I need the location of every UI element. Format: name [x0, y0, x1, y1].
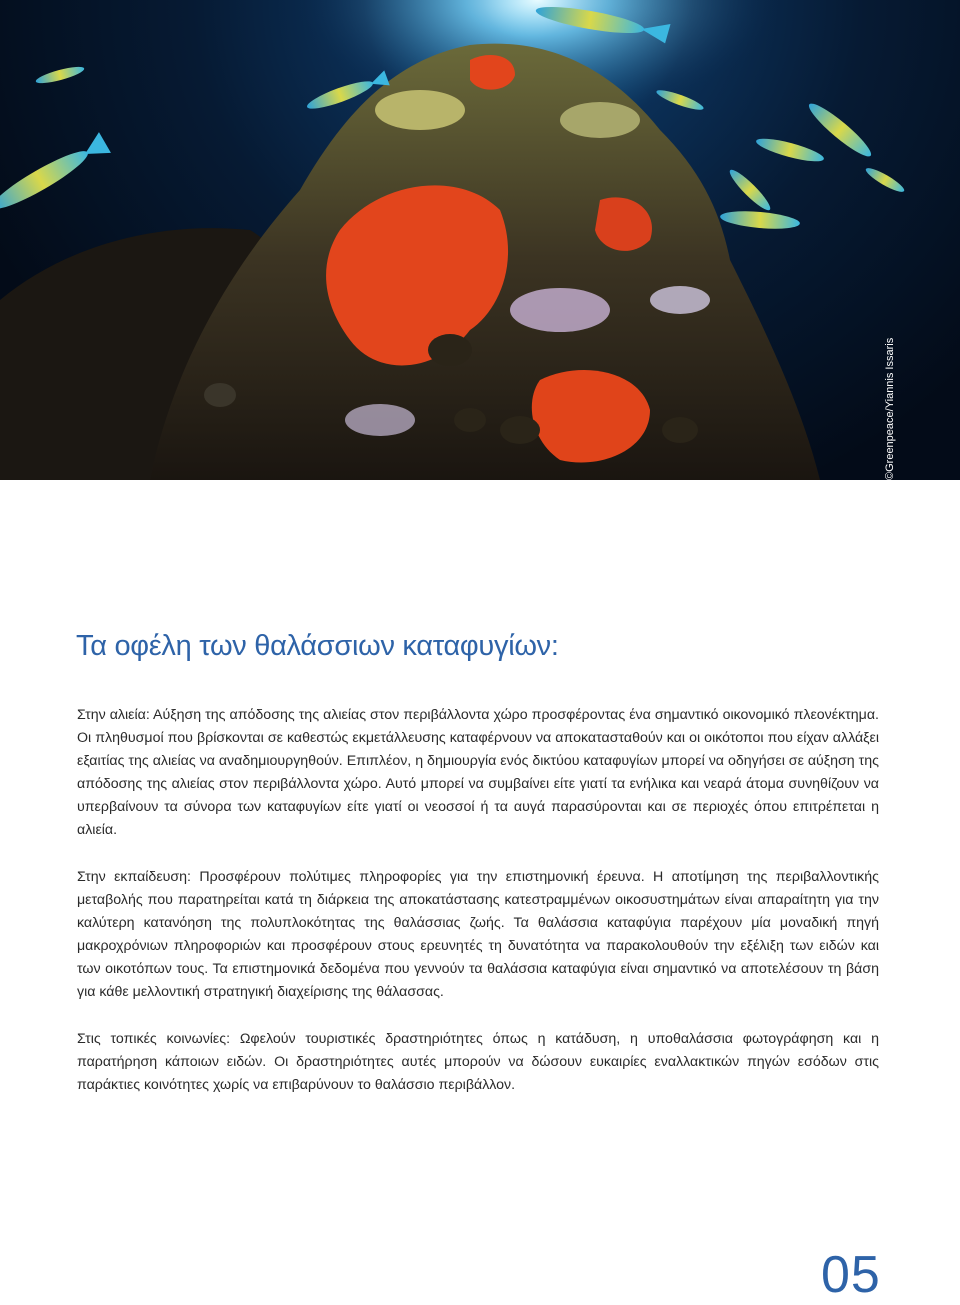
urchin: [500, 416, 540, 444]
white-encrust: [510, 288, 610, 332]
section-heading: Τα οφέλη των θαλάσσιων καταφυγίων:: [76, 630, 559, 662]
page-number: 05: [821, 1246, 881, 1304]
paragraph-communities: Στις τοπικές κοινωνίες: Ωφελούν τουριστικές δραστηριότητες όπως η κατάδυση, η υποθαλάσσια φωτογράφηση και η παρατήρηση κάποιων ειδών. Οι δραστηριότητες αυτές μπορούν να δώσουν ευκαιρίες εναλλακτικών πηγών εσόδων στις παράκτιες κοινότητες χωρίς να επιβαρύνουν το θαλάσσιο περιβάλλον.: [77, 1031, 879, 1093]
photo-credit: [884, 337, 896, 492]
reef-scene: [0, 0, 960, 480]
hero-photo: [0, 0, 960, 480]
paragraph-fishing: Στην αλιεία: Αύξηση της απόδοσης της αλιείας στον περιβάλλοντα χώρο προσφέροντας ένα σημαντικό οικονομικό πλεονέκτημα. Οι πληθυσμοί που βρίσκονται σε καθεστώς εκμετάλλευσης καταφέρνουν να αποκατασταθούν και οι οικότοποι που είχαν αλλάξει εξαιτίας της αλιείας να αναδημιουργηθούν. Επιπλέον, η δημιουργία ενός δικτύου καταφυγίων μπορεί να οδηγήσει σε αύξηση της απόδοσης της αλιείας στον περιβάλλοντα χώρο. Αυτό μπορεί να συμβαίνει είτε γιατί τα ενήλικα και νεαρά άτομα συνηθίζουν να υπερβαίνουν τα σύνορα των καταφυγίων είτε γιατί οι νεοσσοί ή τα αυγά παρασύρονται και σε περιοχές όπου επιτρέπεται η αλιεία.: [77, 707, 879, 838]
algae-patch: [560, 102, 640, 138]
urchin: [204, 383, 236, 407]
white-encrust: [650, 286, 710, 314]
urchin: [454, 408, 486, 432]
algae-patch: [375, 90, 465, 130]
urchin: [428, 334, 472, 366]
white-encrust: [345, 404, 415, 436]
body-text: [77, 704, 879, 1121]
paragraph-education: Στην εκπαίδευση: Προσφέρουν πολύτιμες πληροφορίες για την επιστημονική έρευνα. Η αποτίμηση της περιβαλλοντικής μεταβολής που παρατηρείται κατά τη διάρκεια της αποκατάστασης κατεστραμμένων οικοσυστημάτων είναι απαραίτητη για την καλύτερη κατανόηση της πολυπλοκότητας της θαλάσσιας ζωής. Τα θαλάσσια καταφύγια παρέχουν μία μοναδική πηγή μακροχρόνιων πληροφοριών και προσφέρουν στους ερευνητές τη δυνατότητα να παρακολουθούν την εξέλιξη των ειδών και των οικοτόπων τους. Τα επιστημονικά δεδομένα που γεννούν τα θαλάσσια καταφύγια είναι σημαντικό να αποτελέσουν τη βάση για κάθε μελλοντική στρατηγική διαχείρισης της θάλασσας.: [77, 869, 879, 1000]
urchin: [662, 417, 698, 443]
photo-credit-text: ©Greenpeace/Yiannis Issaris: [884, 337, 896, 480]
